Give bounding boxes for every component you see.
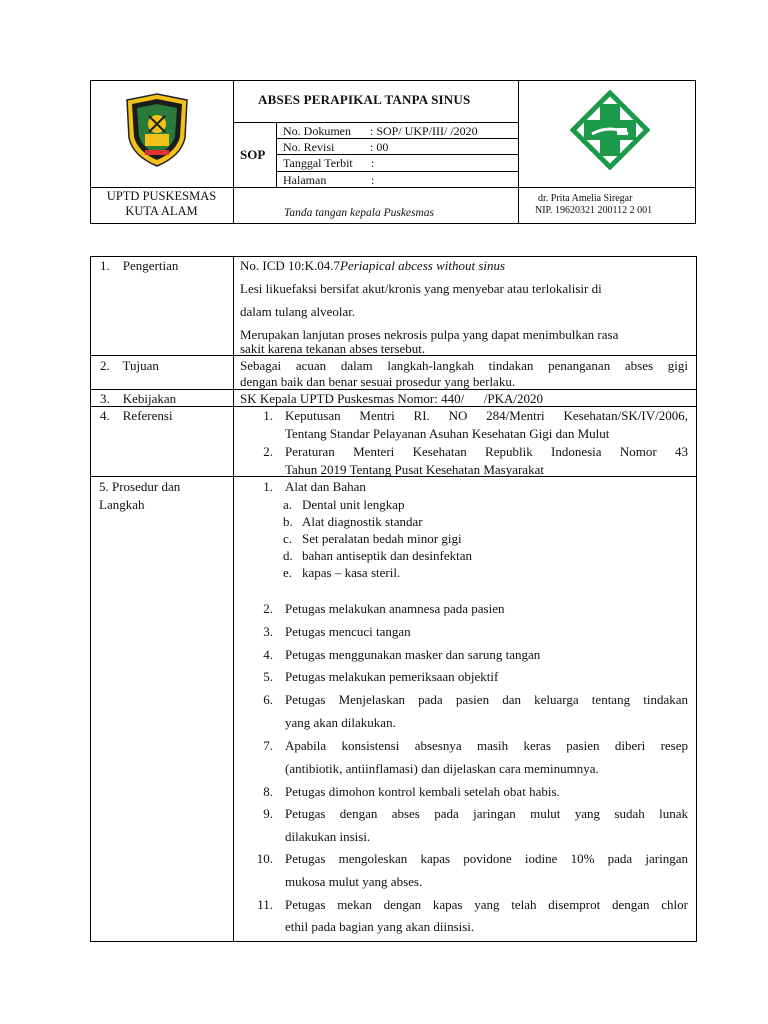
step-number: 8. [263,784,273,799]
reference-1-line-1: Keputusan Mentri RI. NO 284/Mentri Kesehatan/SK/IV/2006, [285,408,688,423]
field-no-revisi-value: : 00 [370,140,389,154]
step-number: 10. [256,851,273,866]
tool-item: Set peralatan bedah minor gigi [302,531,462,546]
icd-prefix: No. ICD 10:K.04.7 [240,258,341,273]
step-number: 11. [257,897,273,912]
step-number: 4. [263,647,273,662]
procedure-table [90,256,697,942]
reference-number: 2. [263,444,273,459]
step-text: Petugas mencuci tangan [285,624,411,639]
field-tanggal-terbit-label: Tanggal Terbit [283,156,353,170]
step-1-text: Alat dan Bahan [285,479,366,494]
definition-line-1: Lesi likuefaksi bersifat akut/kronis yang menyebar atau terlokalisir di [240,281,602,296]
purpose-line-2: dengan baik dan benar sesuai prosedur yang berlaku. [240,374,516,389]
definition-line-3: Merupakan lanjutan proses nekrosis pulpa yang dapat menimbulkan rasa [240,327,619,342]
puskesmas-green-cross-logo [570,90,650,170]
step-number: 9. [263,806,273,821]
signer-nip: NIP. 19620321 200112 2 001 [535,205,653,216]
row-label-referensi: 4. Referensi [100,408,173,423]
icd-description: Periapical abcess without sinus [340,258,506,273]
tool-letter: a. [283,497,293,512]
org-name-line2: KUTA ALAM [125,204,198,218]
document-title: ABSES PERAPIKAL TANPA SINUS [258,92,471,107]
org-name-line1: UPTD PUSKESMAS [106,189,217,203]
tool-item: kapas – kasa steril. [302,565,401,580]
document-header [90,80,696,224]
tool-letter: b. [283,514,293,529]
regional-seal-logo [123,92,191,168]
signature-caption: Tanda tangan kepala Puskesmas [284,207,435,219]
row-label-prosedur-line-1: 5. Prosedur dan [99,479,181,494]
row-label-tujuan: 2. Tujuan [100,358,159,373]
step-text-continued: mukosa mulut yang abses. [285,874,423,889]
field-no-dokumen-value: : SOP/ UKP/III/ /2020 [370,124,478,138]
tool-letter: d. [283,548,293,563]
step-text: Petugas melakukan pemeriksaan objektif [285,669,499,684]
step-text-continued: ethil pada bagian yang akan diinsisi. [285,919,475,934]
tool-item: Alat diagnostik standar [302,514,423,529]
row-label-prosedur-line-2: Langkah [99,497,145,512]
policy-text: SK Kepala UPTD Puskesmas Nomor: 440/ /PKA/2020 [240,391,543,406]
step-number: 1. [263,479,273,494]
reference-number: 1. [263,408,273,423]
reference-2-line-1: Peraturan Menteri Kesehatan Republik Indonesia Nomor 43 [285,444,688,459]
field-halaman-value: : [371,173,375,187]
reference-1-line-2: Tentang Standar Pelayanan Asuhan Kesehatan Gigi dan Mulut [285,426,610,441]
row-label-kebijakan: 3. Kebijakan [100,391,177,406]
step-number: 7. [263,738,273,753]
definition-line-4: sakit karena tekanan abses tersebut. [240,341,426,356]
field-no-dokumen-label: No. Dokumen [283,124,351,138]
step-number: 2. [263,601,273,616]
step-text: Petugas mengoleskan kapas povidone iodine 10% pada jaringan [285,851,688,866]
sop-label: SOP [240,147,266,162]
step-number: 3. [263,624,273,639]
step-number: 6. [263,692,273,707]
tool-letter: c. [283,531,293,546]
tool-item: bahan antiseptik dan desinfektan [302,548,473,563]
purpose-line-1: Sebagai acuan dalam langkah-langkah tindakan penanganan abses gigi [240,358,688,373]
step-text-continued: yang akan dilakukan. [285,715,396,730]
tool-letter: e. [283,565,293,580]
signer-name: dr. Prita Amelia Siregar [538,193,633,204]
step-text: Petugas menggunakan masker dan sarung tangan [285,647,541,662]
field-halaman-label: Halaman [283,173,327,187]
step-number: 5. [263,669,273,684]
icd-code [240,257,505,274]
row-label-pengertian: 1. Pengertian [100,258,179,273]
field-tanggal-terbit-value: : [371,156,375,170]
tool-item: Dental unit lengkap [302,497,405,512]
field-no-revisi-label: No. Revisi [283,140,335,154]
definition-line-2: dalam tulang alveolar. [240,304,356,319]
reference-2-line-2: Tahun 2019 Tentang Pusat Kesehatan Masyarakat [285,462,544,477]
step-text: Petugas dengan abses pada jaringan mulut yang sudah lunak [285,806,688,821]
step-text: Petugas mekan dengan kapas yang telah disemprot dengan chlor [285,897,688,912]
step-text-continued: dilakukan insisi. [285,829,371,844]
step-text: Petugas Menjelaskan pada pasien dan keluarga tentang tindakan [285,692,688,707]
step-text: Petugas melakukan anamnesa pada pasien [285,601,505,616]
step-text: Apabila konsistensi absesnya masih keras pasien diberi resep [285,738,688,753]
step-text: Petugas dimohon kontrol kembali setelah obat habis. [285,784,560,799]
step-text-continued: (antibiotik, antiinflamasi) dan dijelaskan cara meminumnya. [285,761,599,776]
